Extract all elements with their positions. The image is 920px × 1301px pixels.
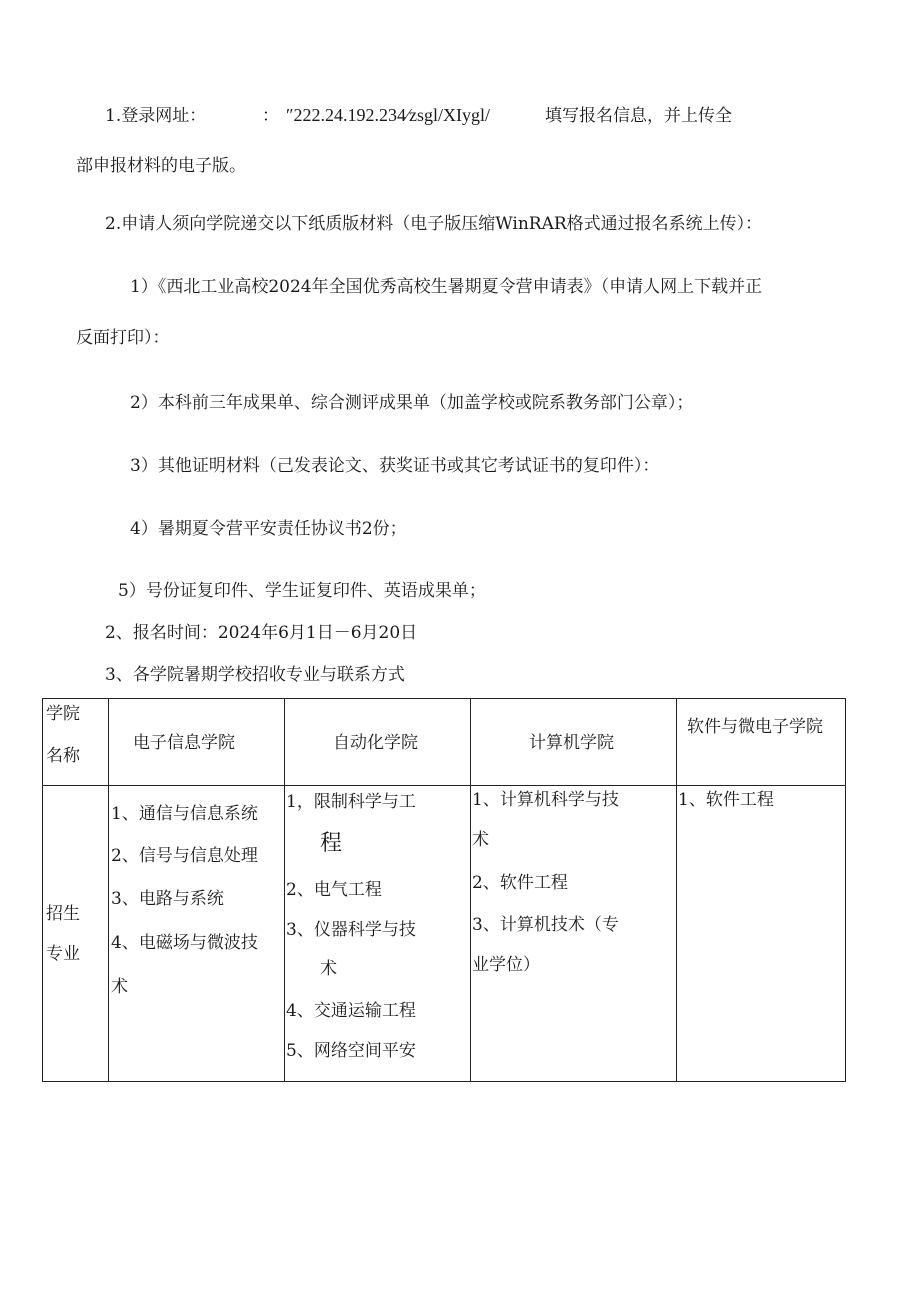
college-name: 电子信息学院 xyxy=(133,733,235,753)
major-item: 术 xyxy=(472,830,489,850)
table-header-row xyxy=(43,699,846,786)
registration-time: 2、报名时间：2024年6月1日－6月20日 xyxy=(105,623,418,643)
major-item: 1、软件工程 xyxy=(678,790,774,810)
majors-automation xyxy=(285,786,471,1082)
college-name: 软件与微电子学院 xyxy=(687,717,823,737)
sub-item-1-line2: 反面打印）： xyxy=(76,328,170,348)
item1-continuation: 部申报材料的电子版。 xyxy=(76,156,246,176)
college-header-software xyxy=(677,699,846,786)
header-label-cell xyxy=(43,699,109,786)
major-item: 1、通信与信息系统 xyxy=(111,804,258,824)
major-item: 4、交通运输工程 xyxy=(286,1001,416,1021)
major-item: 术 xyxy=(320,959,337,979)
item1-prefix: 1.登录网址： xyxy=(105,106,207,126)
contacts-heading: 3、各学院暑期学校招收专业与联系方式 xyxy=(105,665,405,685)
majors-electronic xyxy=(109,786,285,1082)
item1-suffix: 填写报名信息，并上传全 xyxy=(545,106,732,126)
college-header-automation xyxy=(285,699,471,786)
majors-label-cell xyxy=(43,786,109,1082)
major-item: 3、计算机技术（专 xyxy=(472,915,619,935)
table-majors-row xyxy=(43,786,846,1082)
majors-label-line1: 招生 xyxy=(46,904,80,924)
sub-item-5: 5）号份证复印件、学生证复印件、英语成果单； xyxy=(118,581,486,601)
major-item: 1，限制科学与工 xyxy=(286,792,416,812)
header-label-line1: 学院 xyxy=(46,704,80,724)
major-item: 5、网络空间平安 xyxy=(286,1041,416,1061)
item2-paragraph: 2.申请人须向学院递交以下纸质版材料（电子版压缩WinRAR格式通过报名系统上传）： xyxy=(105,214,763,234)
college-header-electronic xyxy=(109,699,285,786)
sub-item-1-line1: 1）《西北工业高校2024年全国优秀高校生暑期夏令营申请表》（申请人网上下载并正 xyxy=(130,277,763,297)
major-item: 2、软件工程 xyxy=(472,873,568,893)
major-item: 程 xyxy=(320,831,343,856)
sub-item-4: 4）暑期夏令营平安责任协议书2份； xyxy=(130,519,407,539)
college-name: 自动化学院 xyxy=(333,733,418,753)
major-item: 1、计算机科学与技 xyxy=(472,790,619,810)
sub-item-2: 2）本科前三年成果单、综合测评成果单（加盖学校或院系教务部门公章）； xyxy=(130,393,694,413)
major-item: 术 xyxy=(111,977,128,997)
college-header-computer xyxy=(471,699,677,786)
majors-software xyxy=(677,786,846,1082)
major-item: 业学位） xyxy=(472,955,540,975)
major-item: 2、信号与信息处理 xyxy=(111,846,258,866)
college-name: 计算机学院 xyxy=(529,733,614,753)
majors-computer xyxy=(471,786,677,1082)
major-item: 4、电磁场与微波技 xyxy=(111,933,258,953)
colleges-table xyxy=(42,698,846,1082)
item1-colon: ： xyxy=(262,106,279,126)
major-item: 3、仪器科学与技 xyxy=(286,920,416,940)
sub-item-3: 3）其他证明材料（己发表论文、获奖证书或其它考试证书的复印件）： xyxy=(130,456,660,476)
majors-label-line2: 专业 xyxy=(46,944,80,964)
header-label-line2: 名称 xyxy=(46,746,80,766)
major-item: 3、电路与系统 xyxy=(111,889,224,909)
major-item: 2、电气工程 xyxy=(286,880,382,900)
item1-url[interactable]: ″222.24.192.234⁄zsgl/XIygl/ xyxy=(286,105,490,125)
